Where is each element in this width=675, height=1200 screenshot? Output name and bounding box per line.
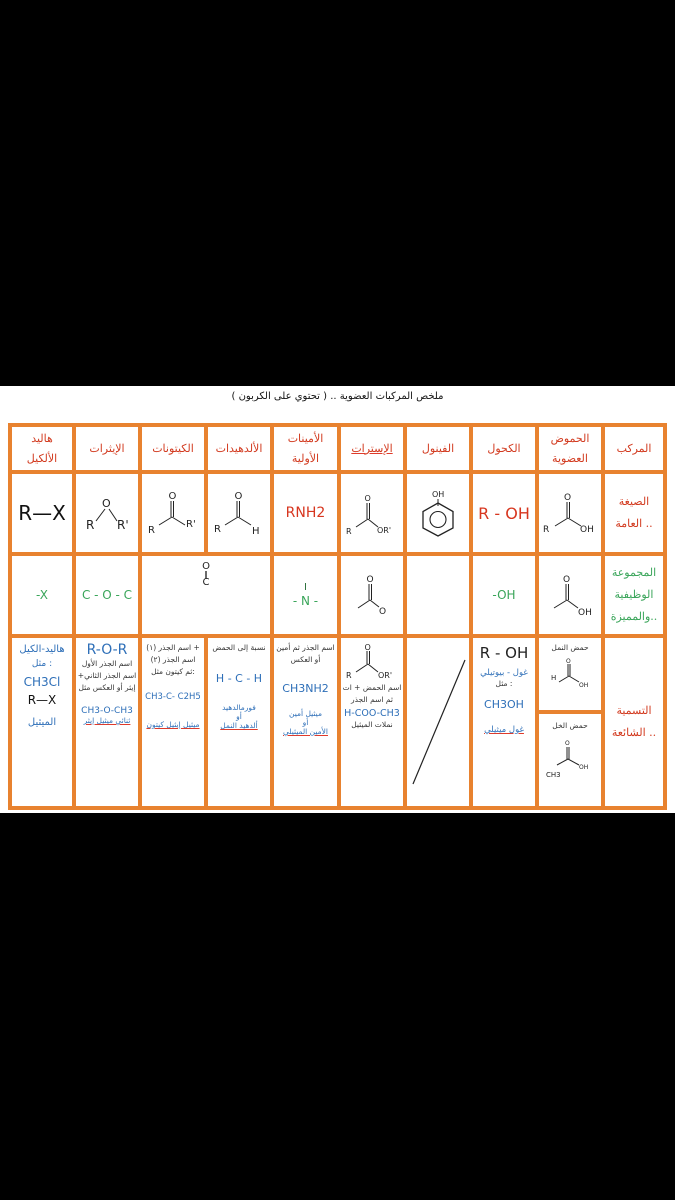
hydroxyl-group: -OH	[492, 588, 516, 602]
alcohol-example-name: غول ميثيلي	[484, 725, 524, 735]
ester-naming-structure	[342, 642, 402, 682]
halide-example: CH3Cl	[23, 675, 61, 689]
double-bond-mark: ‖	[204, 570, 208, 579]
or-label: OR'	[377, 526, 392, 535]
group-carbonyl	[140, 554, 272, 636]
ester-group-structure	[342, 570, 402, 620]
group-phenol	[405, 554, 471, 636]
carbonyl-carbon: C	[202, 577, 210, 588]
oh-label: OH	[580, 525, 594, 535]
r-label: R	[346, 527, 352, 536]
row-label: الصيغة العامة ..	[615, 495, 653, 530]
halide-naming-formula: R—X	[27, 693, 57, 707]
ester-oxygen-label: O	[379, 607, 387, 617]
halide-naming-rule: هاليد-الكيل	[19, 644, 65, 655]
ketone-example: CH3-C- C2H5	[145, 692, 201, 702]
row-label-formula	[603, 472, 665, 554]
summary-table	[8, 423, 667, 810]
oxygen-label: O	[566, 658, 571, 665]
carboxyl-group-structure	[540, 570, 600, 620]
header-ketones	[140, 425, 206, 472]
r-prime-label: R'	[117, 518, 129, 532]
r-label: R	[543, 525, 550, 535]
header-compound	[603, 425, 665, 472]
header-label: الحموض العضوية	[550, 431, 590, 465]
aldehyde-alt-name: ألدهيد النمل	[220, 721, 258, 730]
header-label: الكحول	[487, 441, 521, 455]
title-line: ملخص المركبات العضوية .. ( تحتوي على الكربون )	[231, 391, 444, 402]
oxygen-label: O	[563, 575, 571, 585]
naming-alkyl-halide	[10, 636, 74, 808]
ketone-structure	[143, 487, 203, 539]
aldehyde-rule: نسبة إلى الحمض	[212, 643, 266, 652]
alcohol-example: CH3OH	[484, 698, 524, 711]
header-label: الفينول	[421, 441, 455, 455]
header-label: المركب	[616, 441, 652, 455]
naming-aldehyde	[206, 636, 272, 808]
ester-example: H-COO-CH3	[344, 708, 400, 719]
ester-rule-1: اسم الحمض + ات	[342, 683, 402, 692]
header-organic-acids	[537, 425, 603, 472]
oxygen-label: O	[102, 497, 111, 510]
naming-acetic-acid	[537, 712, 603, 808]
acetic-acid-title: حمض الخل	[552, 721, 588, 730]
group-halide	[10, 554, 74, 636]
row-label: المجموعة الوظيفية والمميزة..	[610, 566, 658, 623]
aldehyde-structure	[209, 487, 269, 539]
amine-alt-name: الأمين الميثيلي	[283, 727, 328, 736]
group-amine	[272, 554, 339, 636]
slash-mark	[407, 642, 469, 802]
group-ether	[74, 554, 140, 636]
summary-sheet	[0, 386, 675, 813]
r-label: R	[148, 525, 155, 536]
formula-amine	[272, 472, 339, 554]
amine-rule-2: أو العكس	[290, 655, 321, 664]
formula-alcohol	[471, 472, 537, 554]
header-ethers	[74, 425, 140, 472]
aldehyde-example: H - C - H	[215, 672, 263, 685]
phenol-structure	[410, 487, 466, 539]
header-label: الإيثرات	[89, 441, 125, 455]
alcohol-naming-rule: غول - بيوتيلي	[480, 668, 528, 678]
amine-example-name: ميثيل أمين	[289, 709, 322, 718]
oh-label: OH	[579, 682, 589, 689]
oxygen-label: O	[168, 491, 177, 502]
header-esters	[339, 425, 405, 472]
aldehyde-example-name: فورمالدهيد	[222, 703, 256, 712]
naming-formic-acid	[537, 636, 603, 712]
alcohol-formula: R - OH	[478, 503, 530, 523]
naming-ester	[339, 636, 405, 808]
ester-example-name: نملات الميثيل	[351, 720, 393, 729]
oxygen-label: O	[364, 494, 371, 503]
group-alcohol	[471, 554, 537, 636]
formula-ether	[74, 472, 140, 554]
row-label-naming	[603, 636, 665, 808]
header-alkyl-halide	[10, 425, 74, 472]
or-label: أو	[236, 712, 242, 721]
ether-rule-3: إيثر أو العكس مثل	[78, 683, 136, 692]
r-prime-label: R'	[186, 519, 196, 530]
oxygen-label: O	[565, 740, 570, 747]
amine-formula: RNH2	[285, 505, 326, 521]
amine-bond: I	[304, 582, 307, 593]
naming-phenol	[405, 636, 471, 808]
oxygen-label: O	[364, 643, 371, 652]
amine-example: CH3NH2	[282, 682, 329, 695]
ketone-example-name: ميثيل إيثيل كيتون	[146, 720, 200, 729]
acetic-acid-structure	[542, 732, 598, 782]
oxygen-label: O	[366, 575, 374, 585]
formic-acid-title: حمض النمل	[551, 643, 589, 652]
carbonyl-oxygen: O	[202, 561, 210, 572]
ether-structure	[77, 487, 137, 539]
example-label: مثل :	[495, 679, 513, 688]
page-title	[0, 390, 675, 403]
group-ester	[339, 554, 405, 636]
or-label: أو	[302, 718, 309, 727]
halogen-group: -X	[36, 588, 48, 602]
header-label: الإسترات	[351, 441, 393, 455]
header-aldehydes	[206, 425, 272, 472]
formula-ketone	[140, 472, 206, 554]
r-label: R	[346, 671, 352, 680]
header-label: هاليد الألكيل	[26, 431, 58, 465]
h-label: H	[551, 674, 557, 682]
ether-example-name: ثنائي ميثيل إيثر	[83, 716, 131, 725]
naming-alcohol	[471, 636, 537, 808]
header-phenol	[405, 425, 471, 472]
ester-rule-2: ثم اسم الجذر	[351, 695, 393, 704]
header-label: الألدهيدات	[215, 441, 263, 455]
formic-acid-structure	[542, 654, 598, 694]
naming-amine	[272, 636, 339, 808]
ether-rule-2: +اسم الجذر الثاني	[77, 671, 137, 680]
alcohol-naming-formula: R - OH	[479, 644, 529, 662]
formula-aldehyde	[206, 472, 272, 554]
amino-group: - N -	[292, 594, 319, 608]
naming-ether	[74, 636, 140, 808]
oh-label: OH	[578, 608, 592, 618]
ketone-rule-2: اسم الجذر (٢)	[150, 655, 196, 664]
ketone-rule-3: ثم كيتون مثل:	[151, 667, 195, 676]
header-label: الأمينات الأولية	[287, 431, 324, 465]
or-label: OR'	[378, 671, 393, 680]
amine-rule-1: اسم الجذر ثم أمين	[276, 643, 335, 652]
example-label: مثل :	[31, 659, 53, 669]
methyl-label: CH3	[546, 771, 561, 779]
row-label: التسمية الشائعة ..	[611, 704, 657, 739]
header-primary-amines	[272, 425, 339, 472]
naming-ketone	[140, 636, 206, 808]
formula-acid	[537, 472, 603, 554]
header-alcohol	[471, 425, 537, 472]
h-label: H	[252, 526, 260, 537]
oxygen-label: O	[234, 491, 243, 502]
header-label: الكيتونات	[152, 441, 194, 455]
oh-label: OH	[579, 764, 589, 771]
halide-example-name: الميثيل	[27, 717, 57, 728]
formula-phenol	[405, 472, 471, 554]
ketone-rule-1: اسم الجذر (١) +	[146, 643, 200, 652]
row-label-group	[603, 554, 665, 636]
alkyl-halide-formula: R—X	[18, 501, 66, 525]
r-label: R	[86, 518, 95, 532]
formula-ester	[339, 472, 405, 554]
ether-example: CH3-O-CH3	[81, 706, 133, 716]
oh-label: OH	[432, 490, 445, 499]
formula-alkyl-halide	[10, 472, 74, 554]
ester-structure	[342, 487, 402, 539]
carboxylic-acid-structure	[540, 488, 600, 538]
r-label: R	[214, 524, 221, 535]
oxygen-label: O	[564, 493, 572, 503]
group-acid	[537, 554, 603, 636]
ether-naming-formula: R-O-R	[86, 642, 128, 658]
ether-rule-1: اسم الجذر الأول	[81, 659, 133, 668]
ether-linkage: C - O - C	[81, 588, 133, 602]
